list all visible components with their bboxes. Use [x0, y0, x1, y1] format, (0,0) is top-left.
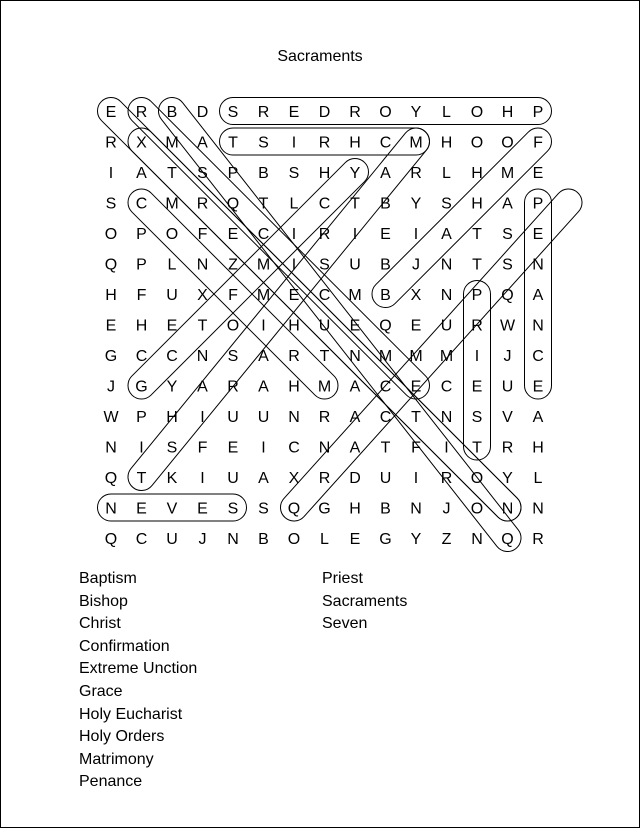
grid-letter: S	[502, 256, 513, 274]
grid-letter: F	[533, 134, 543, 152]
grid-letter: F	[197, 226, 208, 243]
grid-letter: F	[197, 439, 208, 457]
grid-letter: K	[166, 470, 178, 487]
grid-letter: C	[135, 348, 148, 365]
grid-letter: N	[227, 531, 239, 548]
grid-letter: A	[502, 195, 513, 213]
grid-letter: T	[472, 256, 482, 274]
grid-letter: S	[166, 439, 178, 457]
grid-letter: O	[165, 226, 179, 243]
grid-letter: N	[318, 439, 331, 457]
grid-letter: E	[410, 317, 422, 335]
grid-letter: E	[380, 226, 391, 243]
grid-letter: Y	[166, 378, 178, 396]
grid-letter: M	[409, 348, 423, 365]
grid-letter: A	[136, 165, 147, 182]
grid-letter: U	[166, 531, 178, 548]
grid-letter: I	[291, 256, 297, 274]
grid-letter: P	[227, 165, 239, 182]
grid-letter: E	[349, 317, 361, 335]
grid-letter: S	[227, 500, 239, 518]
grid-letter: R	[318, 134, 331, 152]
word-list-item: Baptism	[79, 570, 137, 587]
grid-letter: A	[441, 226, 452, 243]
grid-letter: A	[349, 378, 361, 396]
grid-letter: C	[379, 409, 392, 426]
answer-loop	[366, 122, 557, 313]
grid-letter: B	[380, 287, 391, 304]
grid-letter: U	[166, 287, 178, 304]
puzzle-title: Sacraments	[277, 48, 363, 65]
grid-letter: B	[380, 500, 391, 518]
grid-letter: I	[291, 134, 297, 152]
grid-letter: Q	[501, 531, 514, 548]
grid-letter: X	[197, 287, 208, 304]
grid-letter: M	[165, 195, 179, 213]
grid-letter: L	[533, 470, 543, 487]
grid-letter: G	[104, 348, 118, 365]
grid-letter: O	[379, 104, 392, 121]
grid-letter: S	[258, 134, 269, 152]
grid-letter: O	[287, 531, 301, 548]
grid-letter: C	[318, 287, 331, 304]
grid-letter: N	[196, 348, 209, 365]
word-list-item: Extreme Unction	[79, 660, 198, 678]
grid-letter: O	[470, 104, 484, 121]
grid-letter: S	[227, 104, 239, 121]
grid-letter: M	[409, 134, 423, 152]
grid-letter: T	[197, 317, 208, 335]
grid-letter: R	[227, 378, 239, 396]
grid-letter: H	[288, 317, 300, 335]
grid-letter: B	[258, 165, 269, 182]
grid-letter: Y	[410, 195, 422, 213]
word-list-item: Holy Eucharist	[79, 705, 183, 723]
grid-letter: E	[227, 439, 239, 457]
grid-letter: H	[440, 134, 453, 152]
grid-letter: H	[105, 287, 117, 304]
grid-letter: I	[108, 165, 114, 182]
grid-letter: Y	[410, 531, 422, 548]
grid-letter: I	[261, 317, 266, 335]
grid-letter: R	[257, 104, 270, 121]
grid-letter: Q	[104, 470, 118, 487]
grid-letter: D	[318, 104, 331, 121]
answer-loop	[464, 281, 491, 461]
grid-letter: T	[411, 409, 421, 426]
grid-letter: N	[440, 287, 453, 304]
grid-letter: I	[474, 348, 480, 365]
grid-letter: B	[380, 256, 391, 274]
grid-letter: U	[257, 409, 270, 426]
grid-letter: N	[349, 348, 361, 365]
grid-letter: E	[532, 378, 544, 396]
grid-letter: L	[167, 256, 177, 274]
grid-letter: O	[226, 317, 240, 335]
grid-letter: R	[105, 134, 117, 152]
word-list-item: Bishop	[79, 592, 128, 610]
grid-letter: A	[258, 378, 269, 396]
grid-letter: H	[471, 165, 483, 182]
grid-letter: P	[532, 104, 544, 121]
grid-letter: N	[196, 256, 209, 274]
grid-letter: C	[135, 195, 148, 213]
grid-letter: A	[258, 348, 269, 365]
grid-letter: I	[261, 439, 266, 457]
grid-letter: B	[380, 195, 391, 213]
grid-letter: R	[318, 470, 331, 487]
grid-letter: Q	[379, 317, 392, 335]
grid-letter: X	[288, 470, 300, 487]
grid-letter: I	[352, 226, 358, 243]
grid-letter: J	[412, 256, 420, 274]
grid-letter: X	[410, 287, 422, 304]
grid-letter: M	[378, 348, 393, 365]
grid-letter: T	[472, 226, 482, 243]
grid-letter: Z	[441, 531, 452, 548]
grid-letter: R	[440, 470, 453, 487]
grid-letter: A	[197, 134, 208, 152]
grid-letter: E	[471, 378, 483, 396]
grid-letter: T	[228, 134, 238, 152]
answer-loop	[122, 153, 374, 405]
grid-letter: S	[502, 226, 513, 243]
grid-letter: N	[471, 531, 483, 548]
grid-letter: M	[256, 256, 271, 274]
grid-letter: Q	[104, 531, 118, 548]
grid-letter: E	[532, 165, 544, 182]
word-list-item: Christ	[79, 615, 121, 633]
grid-letter: L	[442, 165, 451, 182]
grid-letter: O	[470, 134, 484, 152]
grid-letter: H	[349, 134, 361, 152]
grid-letter: J	[442, 500, 451, 518]
grid-letter: G	[135, 378, 148, 396]
grid-letter: I	[413, 226, 419, 243]
grid-letter: P	[136, 256, 147, 274]
grid-letter: N	[440, 256, 453, 274]
grid-letter: S	[288, 165, 300, 182]
grid-letter: H	[532, 439, 544, 457]
grid-letter: C	[318, 195, 331, 213]
grid-letter: O	[104, 226, 118, 243]
answer-loop	[92, 92, 527, 527]
word-list-column-2	[322, 568, 407, 636]
grid-letter: E	[227, 226, 239, 243]
grid-letter: H	[166, 409, 178, 426]
grid-letter: S	[319, 256, 330, 274]
grid-letter: J	[503, 348, 512, 365]
grid-letter: O	[501, 134, 514, 152]
grid-letter: M	[348, 287, 362, 304]
grid-letter: O	[470, 470, 484, 487]
grid-letter: E	[166, 317, 178, 335]
grid-letter: Q	[104, 256, 118, 274]
grid-letter: B	[166, 104, 178, 121]
grid-letter: T	[380, 439, 391, 457]
grid-letter: F	[228, 287, 238, 304]
grid-letter: U	[349, 256, 361, 274]
grid-letter: Z	[228, 256, 238, 274]
grid-letter: N	[532, 256, 544, 274]
grid-letter: A	[258, 470, 269, 487]
grid-letter: Q	[287, 500, 301, 518]
grid-letter: N	[105, 439, 117, 457]
grid-letter: L	[289, 195, 299, 213]
grid-letter: E	[410, 378, 422, 396]
grid-letter: F	[411, 439, 421, 457]
grid-letter: C	[288, 439, 300, 457]
word-list-column-1	[79, 568, 197, 794]
grid-letter: E	[197, 500, 208, 518]
grid-letter: A	[197, 378, 208, 396]
grid-letter: R	[288, 348, 300, 365]
word-list-item: Grace	[79, 682, 123, 700]
grid-letter: I	[413, 470, 419, 487]
grid-letter: M	[439, 348, 454, 365]
grid-letter: T	[319, 348, 330, 365]
grid-letter: R	[471, 317, 483, 335]
grid-letter: D	[196, 104, 209, 121]
grid-letter: O	[470, 500, 484, 518]
grid-letter: C	[166, 348, 178, 365]
grid-letter: W	[499, 317, 516, 335]
grid-letter: T	[350, 195, 360, 213]
grid-letter: P	[532, 195, 544, 213]
grid-letter: R	[318, 226, 331, 243]
grid-letter: H	[501, 104, 514, 121]
word-list-item: Sacraments	[322, 592, 408, 610]
grid-letter: Y	[410, 104, 422, 121]
grid-letter: A	[532, 409, 544, 426]
grid-letter: W	[103, 409, 119, 426]
grid-letter: B	[258, 531, 269, 548]
grid-letter: C	[379, 378, 392, 396]
grid-letter: I	[200, 470, 205, 487]
grid-letter: H	[318, 165, 331, 182]
grid-letter: H	[349, 500, 361, 518]
grid-letter: N	[532, 317, 544, 335]
grid-letter: R	[501, 439, 514, 457]
grid-letter: Q	[501, 287, 514, 304]
grid-letter: E	[105, 104, 117, 121]
grid-letter: T	[136, 470, 147, 487]
grid-letter: E	[532, 226, 544, 243]
grid-letter: P	[471, 287, 483, 304]
grid-letter: T	[472, 439, 482, 457]
grid-letter: U	[440, 317, 453, 335]
grid-letter: S	[441, 195, 452, 213]
grid-letter: R	[532, 531, 544, 548]
grid-letter: E	[288, 104, 300, 121]
grid-letter: E	[105, 317, 117, 335]
grid-letter: I	[291, 226, 297, 243]
grid-letter: J	[107, 378, 115, 396]
grid-letter: H	[135, 317, 148, 335]
grid-letter: A	[380, 165, 391, 182]
grid-letter: N	[288, 409, 300, 426]
grid-letter: H	[288, 378, 300, 396]
grid-letter: V	[502, 409, 513, 426]
grid-letter: R	[410, 165, 422, 182]
grid-letter: T	[167, 165, 177, 182]
grid-letter: C	[379, 134, 392, 152]
grid-letter: X	[136, 134, 147, 152]
grid-letter: U	[501, 378, 514, 396]
grid-letter: Q	[226, 195, 240, 213]
grid-letter: M	[256, 287, 271, 304]
grid-letter: E	[349, 531, 361, 548]
grid-letter: A	[349, 439, 361, 457]
grid-letter: C	[135, 531, 148, 548]
grid-letter: U	[227, 470, 239, 487]
grid-letter: T	[258, 195, 269, 213]
grid-letter: N	[532, 500, 544, 518]
grid-letter: U	[318, 317, 331, 335]
grid-letter: N	[410, 500, 422, 518]
grid-letter: C	[257, 226, 270, 243]
grid-letter: E	[136, 500, 147, 518]
grid-letter: I	[200, 409, 205, 426]
grid-letter: I	[139, 439, 144, 457]
grid-letter: N	[105, 500, 117, 518]
grid-letter: I	[444, 439, 449, 457]
grid-letter: V	[166, 500, 178, 518]
grid-letter: H	[471, 195, 483, 213]
grid-letter: Y	[502, 470, 513, 487]
grid-letter: R	[349, 104, 361, 121]
word-list-item: Seven	[322, 615, 368, 633]
grid-letter: S	[197, 165, 208, 182]
grid-letter: M	[165, 134, 179, 152]
grid-letter: P	[136, 226, 147, 243]
grid-letter: M	[500, 165, 515, 182]
grid-letter: C	[532, 348, 544, 365]
word-list-item: Holy Orders	[79, 728, 165, 746]
word-list-item: Priest	[322, 570, 363, 587]
grid-letter: R	[196, 195, 209, 213]
grid-letter: C	[440, 378, 453, 396]
grid-letter: S	[258, 500, 269, 518]
grid-letter: S	[105, 195, 117, 213]
grid-letter: L	[442, 104, 451, 121]
grid-letter: D	[349, 470, 361, 487]
grid-letter: U	[379, 470, 392, 487]
grid-letter: J	[198, 531, 207, 548]
grid-letter: M	[317, 378, 332, 396]
grid-letter: U	[227, 409, 239, 426]
word-search-grid	[1, 1, 639, 561]
grid-letter: E	[288, 287, 300, 304]
word-list-item: Confirmation	[79, 637, 170, 655]
grid-letter: G	[379, 531, 392, 548]
grid-letter: A	[349, 409, 361, 426]
grid-letter: Y	[349, 165, 361, 182]
grid-letter: G	[318, 500, 331, 518]
grid-letter: L	[320, 531, 329, 548]
grid-letter: N	[440, 409, 453, 426]
word-list-item: Matrimony	[79, 750, 154, 768]
grid-letter: F	[136, 287, 147, 304]
grid-letter: S	[227, 348, 239, 365]
grid-letter: A	[532, 287, 544, 304]
grid-letter: R	[135, 104, 148, 121]
grid-letter: N	[501, 500, 514, 518]
grid-letter: S	[471, 409, 483, 426]
word-list-item: Penance	[79, 773, 143, 791]
grid-letter: P	[136, 409, 147, 426]
grid-letter: R	[318, 409, 331, 426]
